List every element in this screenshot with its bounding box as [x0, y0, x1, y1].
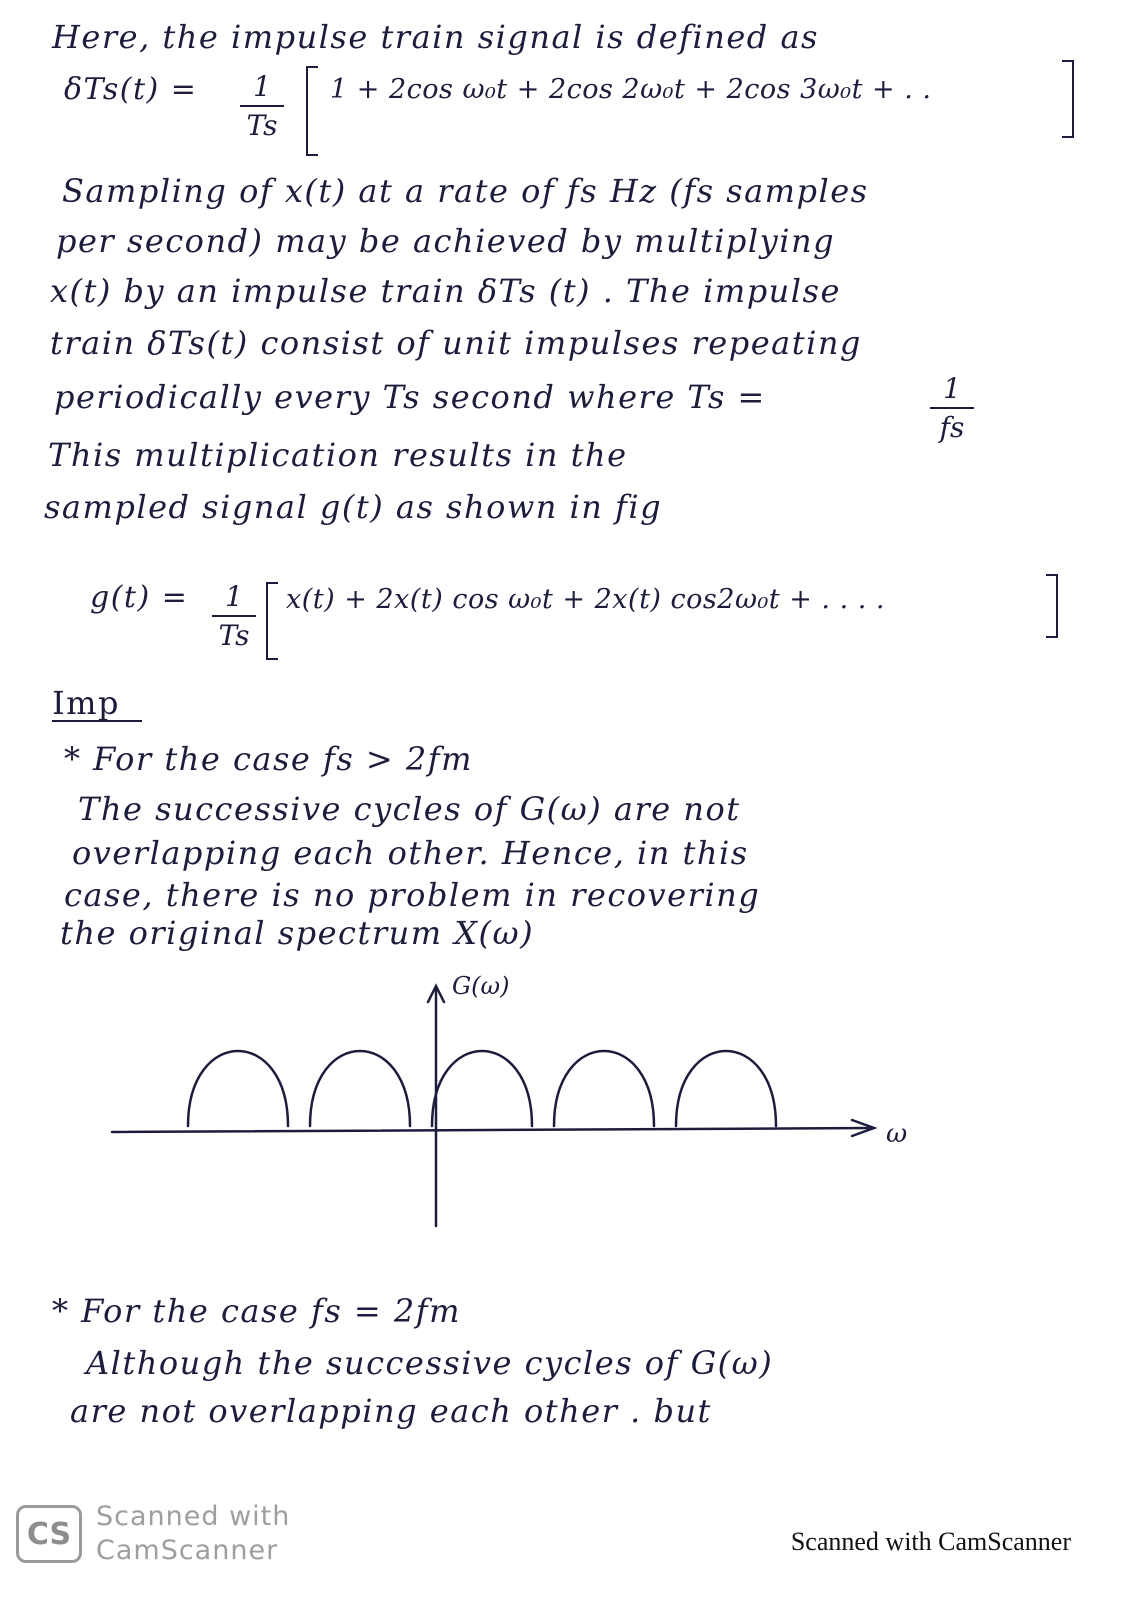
- fraction-denominator: Ts: [246, 109, 278, 142]
- text-line-d2: Although the successive cycles of G(ω): [86, 1344, 774, 1382]
- spectrum-lobe: [676, 1051, 776, 1126]
- spectrum-lobe: [554, 1051, 654, 1126]
- text-line-p1: Sampling of x(t) at a rate of fs Hz (fs samples: [62, 172, 869, 210]
- watermark-text: [96, 1500, 290, 1568]
- heading-imp: Imp: [52, 684, 120, 722]
- text-line-p7: sampled signal g(t) as shown in fig: [44, 488, 663, 526]
- footer-watermark: Scanned with CamScanner: [790, 1527, 1071, 1556]
- camscanner-watermark: [16, 1500, 290, 1568]
- x-axis-label: ω: [886, 1119, 908, 1149]
- camscanner-logo-icon: CS: [16, 1505, 82, 1563]
- equation-sampled-series: x(t) + 2x(t) cos ω₀t + 2x(t) cos2ω₀t + . . . .: [286, 584, 886, 615]
- spectrum-lobes: [188, 1051, 776, 1126]
- y-axis-label: G(ω): [452, 972, 510, 1000]
- equation-lhs-g: g(t) =: [90, 580, 189, 615]
- equation-impulse-series: 1 + 2cos ω₀t + 2cos 2ω₀t + 2cos 3ω₀t + . .: [330, 74, 932, 105]
- equation-lhs-delta: δTs(t) =: [64, 72, 198, 107]
- spectrum-lobe: [310, 1051, 410, 1126]
- text-line-p2: per second) may be achieved by multiplying: [56, 222, 836, 260]
- watermark-line1: Scanned with: [96, 1501, 291, 1532]
- text-line-impulse-train-def: Here, the impulse train signal is defined as: [52, 18, 819, 56]
- text-line-c3: overlapping each other. Hence, in this: [72, 834, 749, 872]
- fraction-denominator: Ts: [218, 619, 250, 652]
- fraction-numerator: 1: [225, 580, 243, 613]
- text-line-c4: case, there is no problem in recovering: [64, 876, 761, 914]
- spectrum-lobe: [188, 1051, 288, 1126]
- spectrum-lobe: [432, 1051, 532, 1126]
- fraction-numerator: 1: [943, 372, 961, 405]
- text-line-p4: train δTs(t) consist of unit impulses repeating: [50, 324, 862, 362]
- text-line-p5: periodically every Ts second where Ts =: [54, 378, 766, 416]
- text-line-c2: The successive cycles of G(ω) are not: [78, 790, 741, 828]
- text-line-c5: the original spectrum X(ω): [60, 914, 535, 952]
- fraction-denominator: fs: [939, 411, 965, 444]
- text-line-case-greater: * For the case fs > 2fm: [64, 740, 473, 778]
- text-line-case-equal: * For the case fs = 2fm: [52, 1292, 461, 1330]
- text-line-p3: x(t) by an impulse train δTs (t) . The impulse: [50, 272, 841, 310]
- fraction-numerator: 1: [253, 70, 271, 103]
- x-axis: [112, 1128, 872, 1132]
- text-line-d3: are not overlapping each other . but: [70, 1392, 712, 1430]
- text-line-p6: This multiplication results in the: [48, 436, 628, 474]
- watermark-line2: CamScanner: [96, 1535, 279, 1566]
